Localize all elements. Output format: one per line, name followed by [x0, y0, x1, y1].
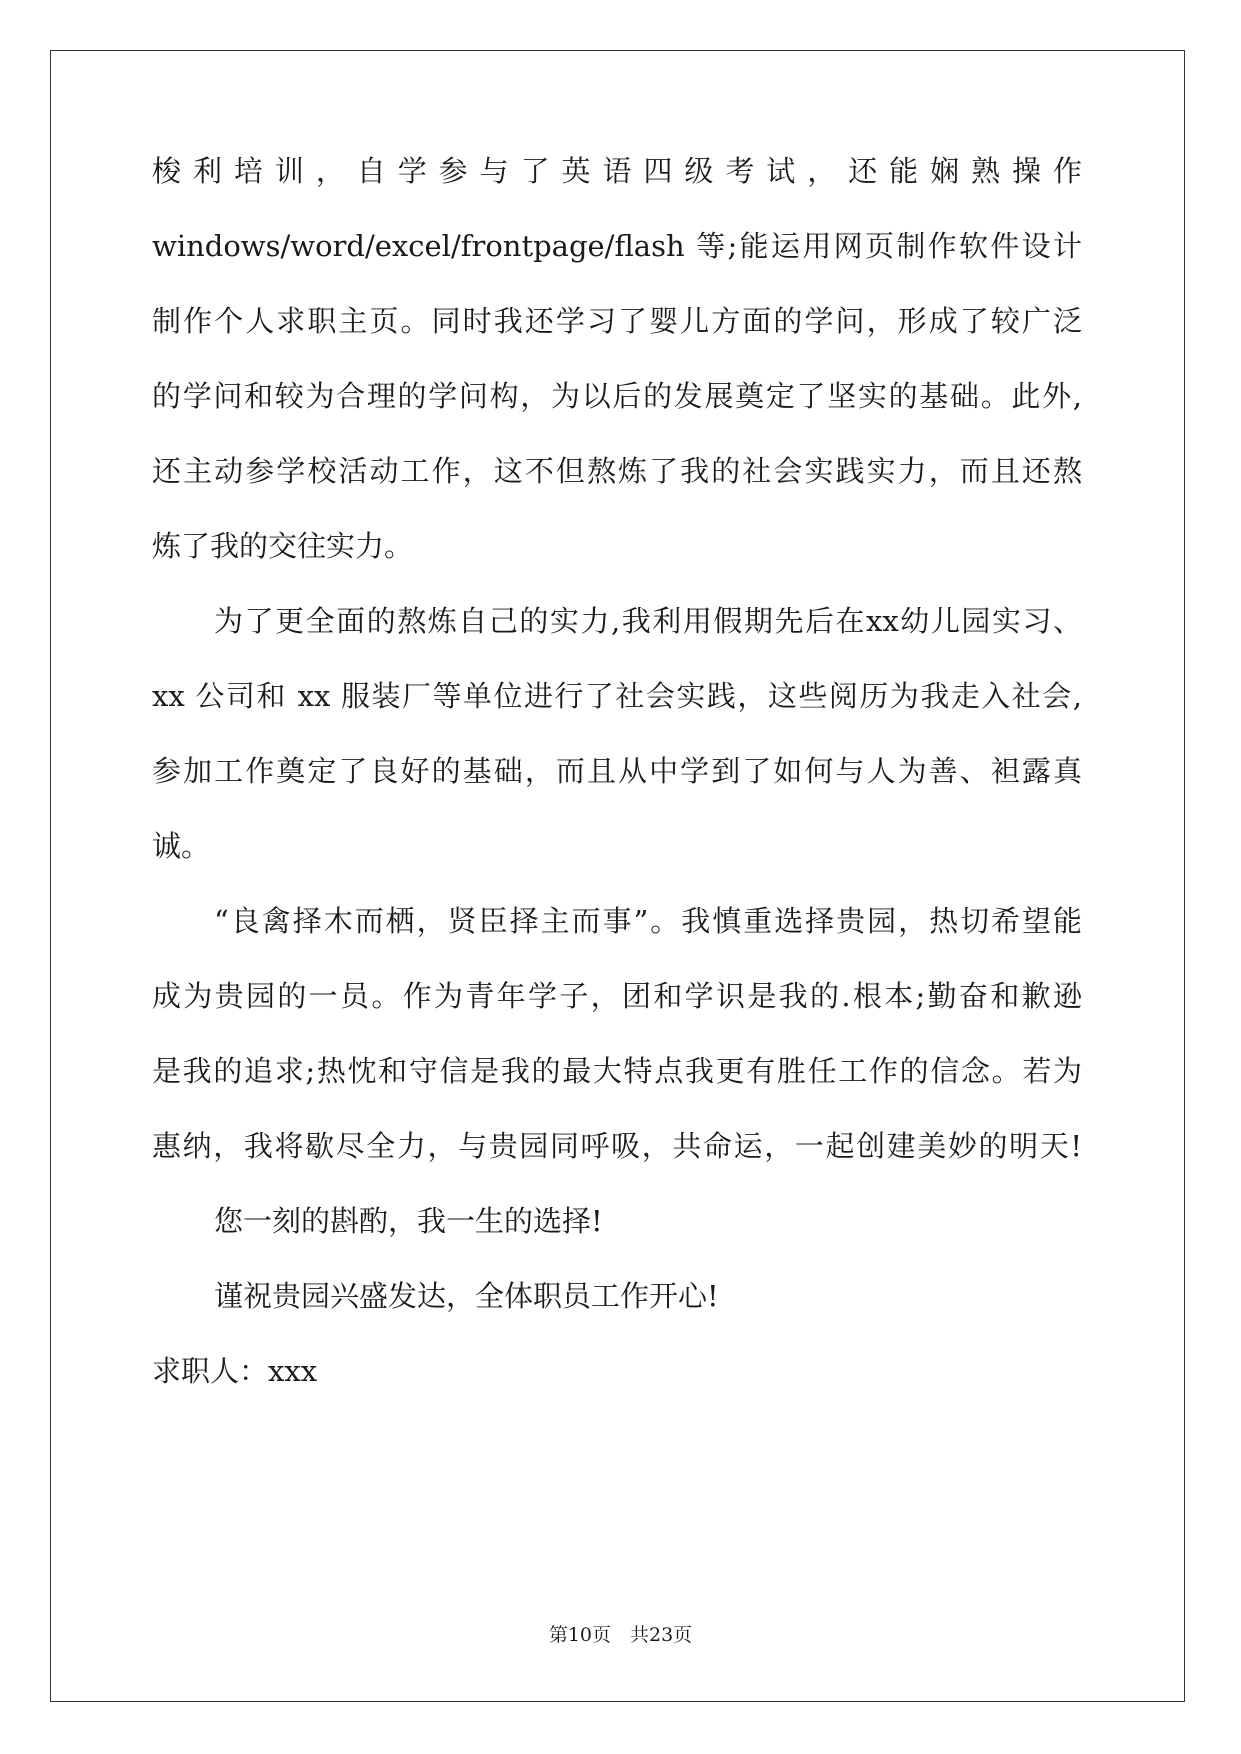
body-line-15: 您一刻的斟酌，我一生的选择! — [214, 1204, 603, 1238]
signature-line: 求职人：xxx — [152, 1354, 318, 1388]
body-line-8: xx 公司和 xx 服装厂等单位进行了社会实践，这些阅历为我走入社会, — [152, 679, 1082, 713]
body-line-9: 参加工作奠定了良好的基础，而且从中学到了如何与人为善、袒露真 — [152, 754, 1082, 788]
body-line-16: 谨祝贵园兴盛发达，全体职员工作开心! — [214, 1279, 719, 1313]
body-line-4: 的学问和较为合理的学问构，为以后的发展奠定了坚实的基础。此外, — [152, 379, 1082, 413]
body-line-10: 诚。 — [152, 829, 211, 863]
body-line-5: 还主动参学校活动工作，这不但熬炼了我的社会实践实力，而且还熬 — [152, 454, 1082, 488]
body-line-14: 惠纳，我将歇尽全力，与贵园同呼吸，共命运，一起创建美妙的明天! — [152, 1129, 1082, 1163]
body-line-11: “良禽择木而栖，贤臣择主而事”。我慎重选择贵园，热切希望能 — [214, 904, 1082, 938]
page-border — [50, 50, 1185, 1702]
page-number-footer: 第10页 共23页 — [548, 1624, 693, 1646]
body-line-12: 成为贵园的一员。作为青年学子，团和学识是我的.根本;勤奋和歉逊 — [152, 979, 1082, 1013]
body-line-1: 梭利培训，自学参与了英语四级考试，还能娴熟操作 — [152, 154, 1082, 188]
body-line-13: 是我的追求;热忱和守信是我的最大特点我更有胜任工作的信念。若为 — [152, 1054, 1082, 1088]
body-line-3: 制作个人求职主页。同时我还学习了婴儿方面的学问，形成了较广泛 — [152, 304, 1082, 338]
body-line-7: 为了更全面的熬炼自己的实力,我利用假期先后在xx幼儿园实习、 — [214, 604, 1082, 638]
body-line-6: 炼了我的交往实力。 — [152, 529, 414, 563]
body-line-2: windows/word/excel/frontpage/flash 等;能运用网页制作软件设计 — [152, 229, 1082, 263]
